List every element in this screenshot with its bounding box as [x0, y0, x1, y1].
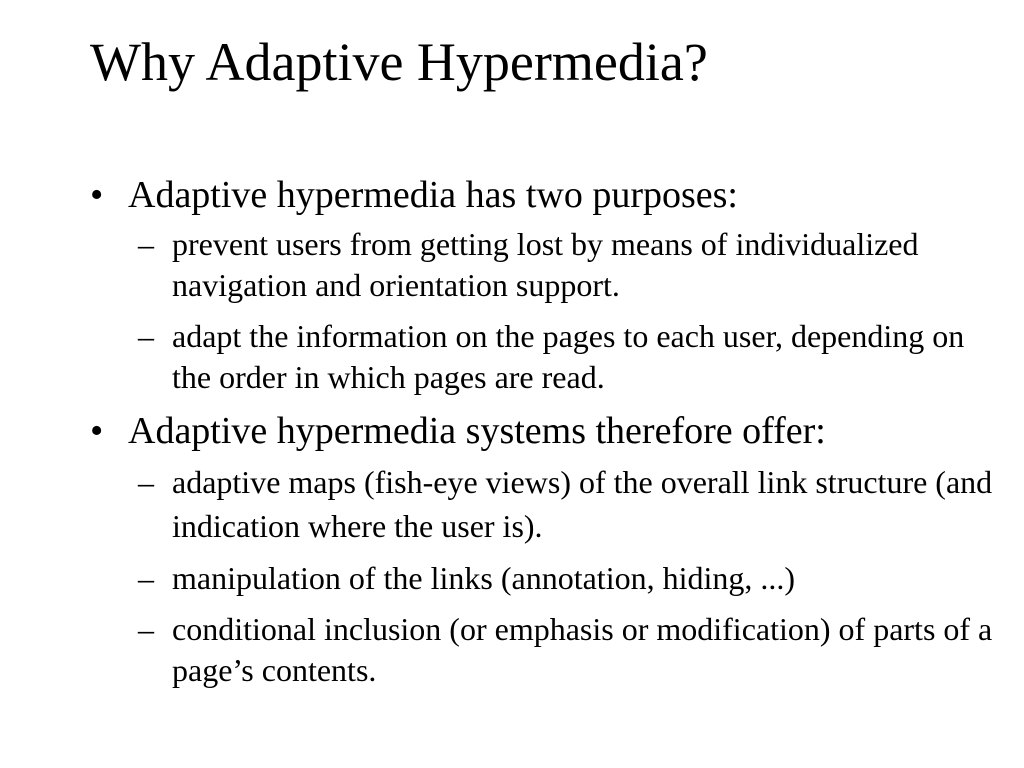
sub-bullet-item — [138, 460, 1010, 548]
bullet-text: Adaptive hypermedia systems therefore offer: — [128, 410, 826, 452]
bullet-text: Adaptive hypermedia has two purposes: — [128, 174, 738, 216]
sub-bullet-text: manipulation of the links (annotation, hiding, ...) — [172, 560, 796, 596]
sub-bullet-marker: – — [138, 560, 154, 596]
sub-bullet-marker: – — [138, 611, 154, 647]
sub-bullet-text: adaptive maps (fish-eye views) of the overall link structure (and indication where the user is). — [172, 464, 993, 544]
bullet-marker: • — [90, 174, 104, 216]
sub-bullet-list — [128, 224, 1010, 398]
sub-bullet-list — [128, 460, 1010, 691]
bullet-item — [90, 172, 1010, 398]
sub-bullet-text: adapt the information on the pages to each user, depending on the order in which pages are read. — [172, 318, 965, 395]
sub-bullet-marker: – — [138, 464, 154, 500]
slide-title: Why Adaptive Hypermedia? — [90, 32, 708, 92]
sub-bullet-text: prevent users from getting lost by means of individualized navigation and orientation support. — [172, 226, 919, 303]
sub-bullet-item — [138, 558, 1010, 599]
sub-bullet-item — [138, 609, 1010, 691]
bullet-item — [90, 408, 1010, 691]
sub-bullet-text: conditional inclusion (or emphasis or modification) of parts of a page’s contents. — [172, 611, 993, 688]
sub-bullet-marker: – — [138, 226, 154, 262]
sub-bullet-item — [138, 224, 1010, 306]
bullet-list — [90, 172, 1010, 701]
bullet-marker: • — [90, 410, 104, 452]
sub-bullet-item — [138, 316, 1010, 398]
sub-bullet-marker: – — [138, 318, 154, 354]
